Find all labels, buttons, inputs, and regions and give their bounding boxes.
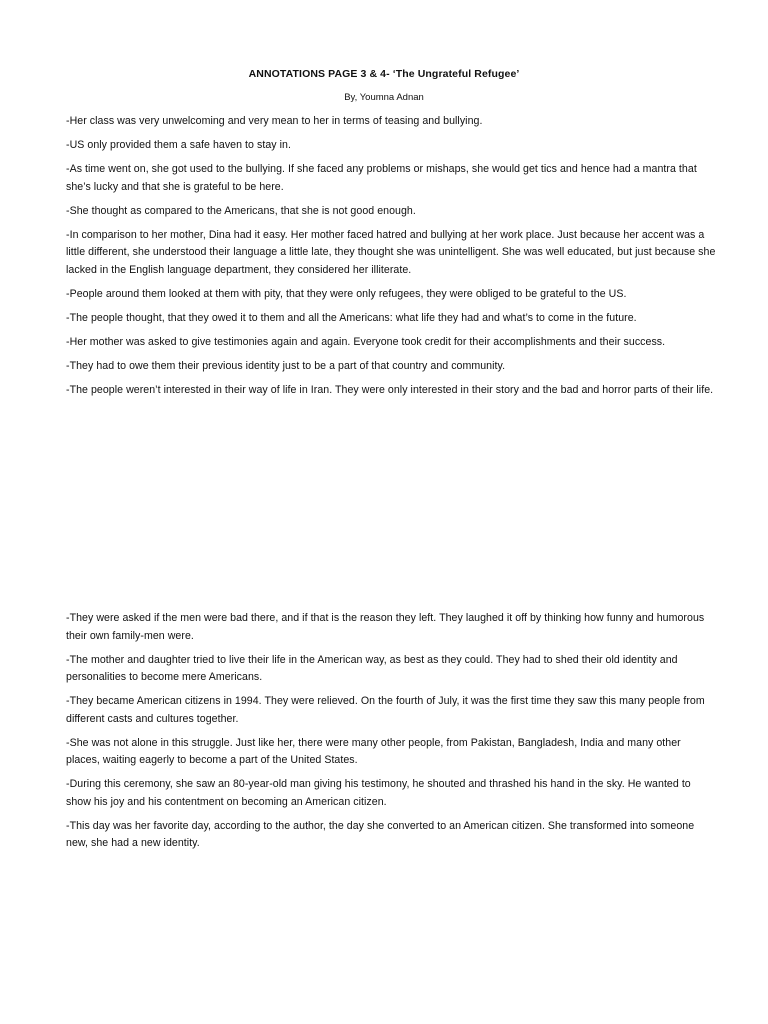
annotation-paragraph: -During this ceremony, she saw an 80-year-old man giving his testimony, he shouted and thrashed his hand in the sky. He wanted to show his joy and his contentment on becoming an American citizen. xyxy=(66,778,691,808)
annotation-paragraph: -People around them looked at them with pity, that they were only refugees, they were obliged to be grateful to the US. xyxy=(66,287,627,300)
annotation-paragraph: -They became American citizens in 1994. They were relieved. On the fourth of July, it was the first time they saw this many people from different casts and cultures together. xyxy=(66,695,705,725)
annotation-paragraph: -The people thought, that they owed it to them and all the Americans: what life they had and what’s to come in the future. xyxy=(66,311,637,324)
annotation-paragraph: -They had to owe them their previous identity just to be a part of that country and community. xyxy=(66,359,506,372)
document-byline: By, Youmna Adnan xyxy=(344,92,424,103)
annotation-paragraph: -US only provided them a safe haven to stay in. xyxy=(66,139,291,151)
document-title: ANNOTATIONS PAGE 3 & 4- ‘The Ungrateful Refugee’ xyxy=(248,68,520,80)
annotation-paragraph: -The mother and daughter tried to live their life in the American way, as best as they could. They had to shed their old identity and personalities to become mere Americans. xyxy=(66,653,678,683)
annotation-paragraph: -This day was her favorite day, according to the author, the day she converted to an American citizen. She transformed into someone new, she had a new identity. xyxy=(66,819,695,849)
annotation-paragraph: -She thought as compared to the Americans, that she is not good enough. xyxy=(66,204,416,217)
annotation-paragraph: -Her mother was asked to give testimonies again and again. Everyone took credit for their accomplishments and their success. xyxy=(66,335,666,348)
annotation-paragraph: -She was not alone in this struggle. Just like her, there were many other people, from Pakistan, Bangladesh, India and many other places, waiting eagerly to become a part of the United States. xyxy=(66,736,681,766)
annotation-paragraph: -In comparison to her mother, Dina had it easy. Her mother faced hatred and bullying at her work place. Just because her accent was a little different, she understood their language a little late, they thought she was unintelligent. She was well educated, but just because she lacked in the English language department, they considered her illiterate. xyxy=(66,228,716,276)
annotation-paragraph: -Her class was very unwelcoming and very mean to her in terms of teasing and bullying. xyxy=(66,115,483,127)
annotation-paragraph: -They were asked if the men were bad there, and if that is the reason they left. They laughed it off by thinking how funny and humorous their own family-men were. xyxy=(66,612,705,642)
annotations-section-1 xyxy=(66,113,716,406)
annotation-paragraph: -As time went on, she got used to the bullying. If she faced any problems or mishaps, she would get tics and hence had a mantra that she’s lucky and that she is grateful to be here. xyxy=(66,163,697,193)
annotations-section-2 xyxy=(66,610,716,859)
annotation-paragraph: -The people weren’t interested in their way of life in Iran. They were only interested in their story and the bad and horror parts of their life. xyxy=(66,383,714,396)
